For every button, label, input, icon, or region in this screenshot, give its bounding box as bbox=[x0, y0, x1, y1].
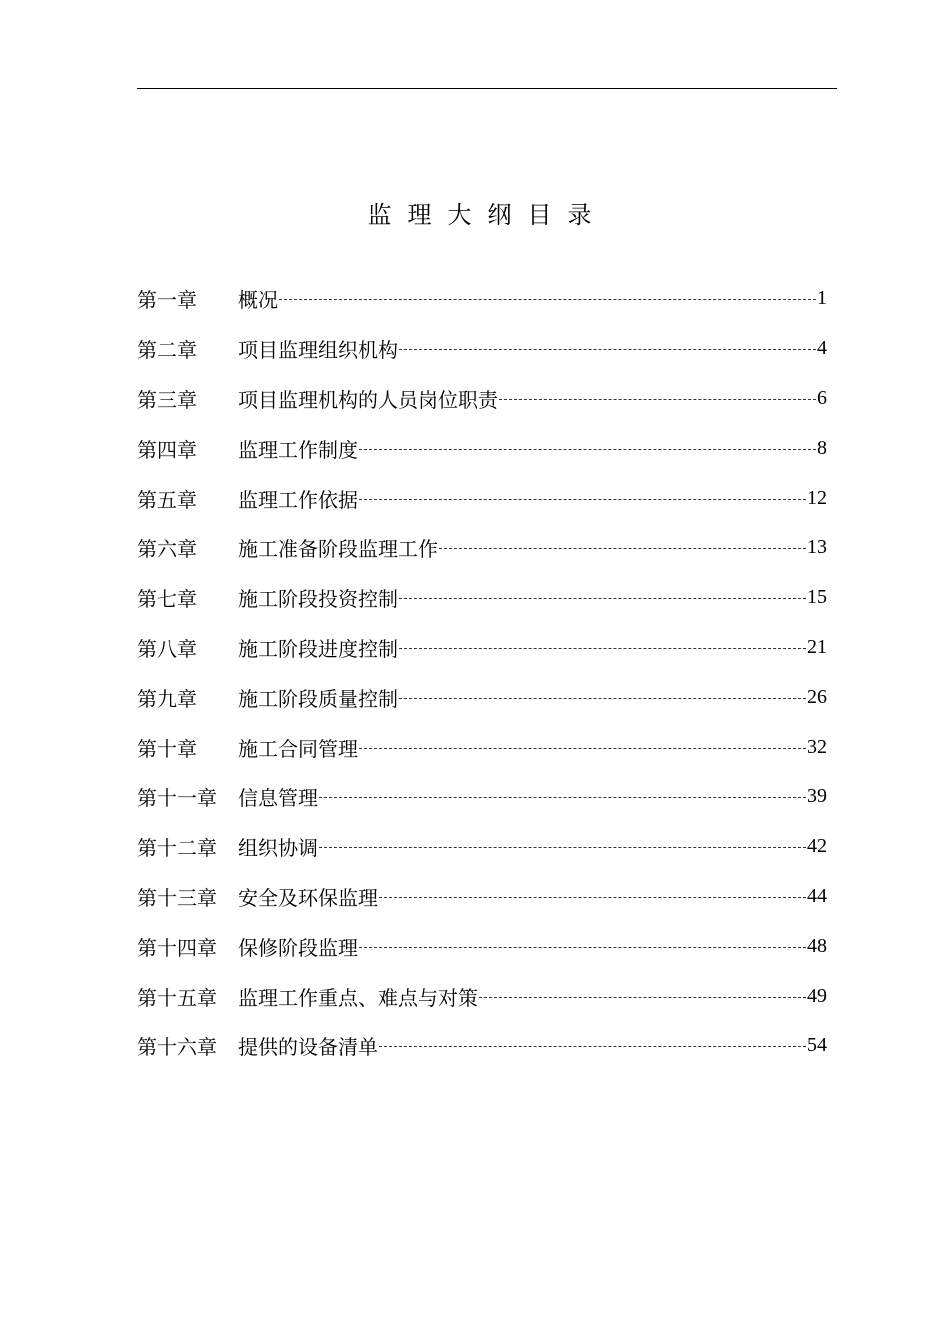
toc-entry[interactable] bbox=[137, 1021, 827, 1071]
toc-entry[interactable] bbox=[137, 822, 827, 872]
toc-dot-leader bbox=[399, 698, 806, 699]
toc-chapter-number: 第十二章 bbox=[137, 836, 217, 861]
toc-page-number: 48 bbox=[807, 934, 827, 957]
toc-chapter-title: 信息管理 bbox=[238, 786, 318, 811]
toc-page-number: 1 bbox=[817, 287, 827, 310]
toc-page-number: 49 bbox=[807, 984, 827, 1007]
toc-chapter-number: 第十章 bbox=[137, 736, 197, 761]
toc-chapter-title: 安全及环保监理 bbox=[238, 885, 378, 910]
toc-chapter-title: 监理工作制度 bbox=[238, 437, 358, 462]
toc-chapter-number: 第一章 bbox=[137, 288, 197, 313]
toc-chapter-title: 施工合同管理 bbox=[238, 736, 358, 761]
toc-chapter-title: 提供的设备清单 bbox=[238, 1035, 378, 1060]
toc-chapter-number: 第二章 bbox=[137, 338, 197, 363]
toc-page-number: 4 bbox=[817, 337, 827, 360]
toc-chapter-number: 第七章 bbox=[137, 587, 197, 612]
toc-dot-leader bbox=[379, 897, 806, 898]
toc-dot-leader bbox=[439, 548, 806, 549]
toc-dot-leader bbox=[399, 598, 806, 599]
toc-dot-leader bbox=[359, 748, 806, 749]
toc-chapter-number: 第五章 bbox=[137, 487, 197, 512]
toc-entry[interactable] bbox=[137, 971, 827, 1021]
toc-page-number: 13 bbox=[807, 536, 827, 559]
toc-entry[interactable] bbox=[137, 573, 827, 623]
toc-chapter-number: 第三章 bbox=[137, 387, 197, 412]
toc-chapter-number: 第十四章 bbox=[137, 935, 217, 960]
toc-chapter-title: 监理工作重点、难点与对策 bbox=[238, 985, 478, 1010]
toc-page-number: 8 bbox=[817, 436, 827, 459]
page-title: 监理大纲目录 bbox=[367, 201, 608, 229]
toc-entry[interactable] bbox=[137, 623, 827, 673]
toc-page-number: 32 bbox=[807, 735, 827, 758]
toc-dot-leader bbox=[319, 797, 806, 798]
toc-entry[interactable] bbox=[137, 374, 827, 424]
toc-dot-leader bbox=[359, 449, 816, 450]
toc-entry[interactable] bbox=[137, 324, 827, 374]
toc-chapter-number: 第八章 bbox=[137, 636, 197, 661]
toc-page-number: 26 bbox=[807, 685, 827, 708]
toc-chapter-title: 组织协调 bbox=[238, 836, 318, 861]
toc-chapter-title: 施工阶段质量控制 bbox=[238, 686, 398, 711]
toc-chapter-number: 第四章 bbox=[137, 437, 197, 462]
toc-page-number: 54 bbox=[807, 1034, 827, 1057]
toc-chapter-title: 项目监理组织机构 bbox=[238, 338, 398, 363]
toc-chapter-number: 第十三章 bbox=[137, 885, 217, 910]
toc-dot-leader bbox=[499, 399, 816, 400]
toc-entry[interactable] bbox=[137, 672, 827, 722]
toc-dot-leader bbox=[479, 997, 806, 998]
toc-entry[interactable] bbox=[137, 423, 827, 473]
toc-chapter-title: 施工准备阶段监理工作 bbox=[238, 537, 438, 562]
toc-dot-leader bbox=[359, 947, 806, 948]
toc-page-number: 6 bbox=[817, 386, 827, 409]
toc-chapter-title: 施工阶段进度控制 bbox=[238, 636, 398, 661]
toc-dot-leader bbox=[399, 648, 806, 649]
toc-page-number: 21 bbox=[807, 635, 827, 658]
toc-entry[interactable] bbox=[137, 921, 827, 971]
toc-entry[interactable] bbox=[137, 722, 827, 772]
toc-entry[interactable] bbox=[137, 473, 827, 523]
toc-entry[interactable] bbox=[137, 523, 827, 573]
toc-chapter-title: 项目监理机构的人员岗位职责 bbox=[238, 387, 498, 412]
table-of-contents bbox=[137, 274, 827, 1071]
toc-chapter-number: 第十一章 bbox=[137, 786, 217, 811]
toc-entry[interactable] bbox=[137, 274, 827, 324]
toc-chapter-number: 第六章 bbox=[137, 537, 197, 562]
header-rule bbox=[137, 88, 837, 89]
toc-page-number: 15 bbox=[807, 586, 827, 609]
toc-page-number: 44 bbox=[807, 884, 827, 907]
toc-chapter-title: 概况 bbox=[238, 288, 278, 313]
toc-chapter-title: 监理工作依据 bbox=[238, 487, 358, 512]
toc-entry[interactable] bbox=[137, 872, 827, 922]
toc-dot-leader bbox=[399, 349, 816, 350]
toc-dot-leader bbox=[319, 847, 806, 848]
toc-chapter-number: 第十五章 bbox=[137, 985, 217, 1010]
toc-chapter-number: 第九章 bbox=[137, 686, 197, 711]
toc-chapter-title: 保修阶段监理 bbox=[238, 935, 358, 960]
toc-page-number: 12 bbox=[807, 486, 827, 509]
toc-dot-leader bbox=[359, 499, 806, 500]
toc-dot-leader bbox=[379, 1046, 806, 1047]
toc-chapter-title: 施工阶段投资控制 bbox=[238, 587, 398, 612]
toc-page-number: 39 bbox=[807, 785, 827, 808]
toc-page-number: 42 bbox=[807, 835, 827, 858]
toc-chapter-number: 第十六章 bbox=[137, 1035, 217, 1060]
toc-entry[interactable] bbox=[137, 772, 827, 822]
toc-dot-leader bbox=[279, 299, 816, 300]
